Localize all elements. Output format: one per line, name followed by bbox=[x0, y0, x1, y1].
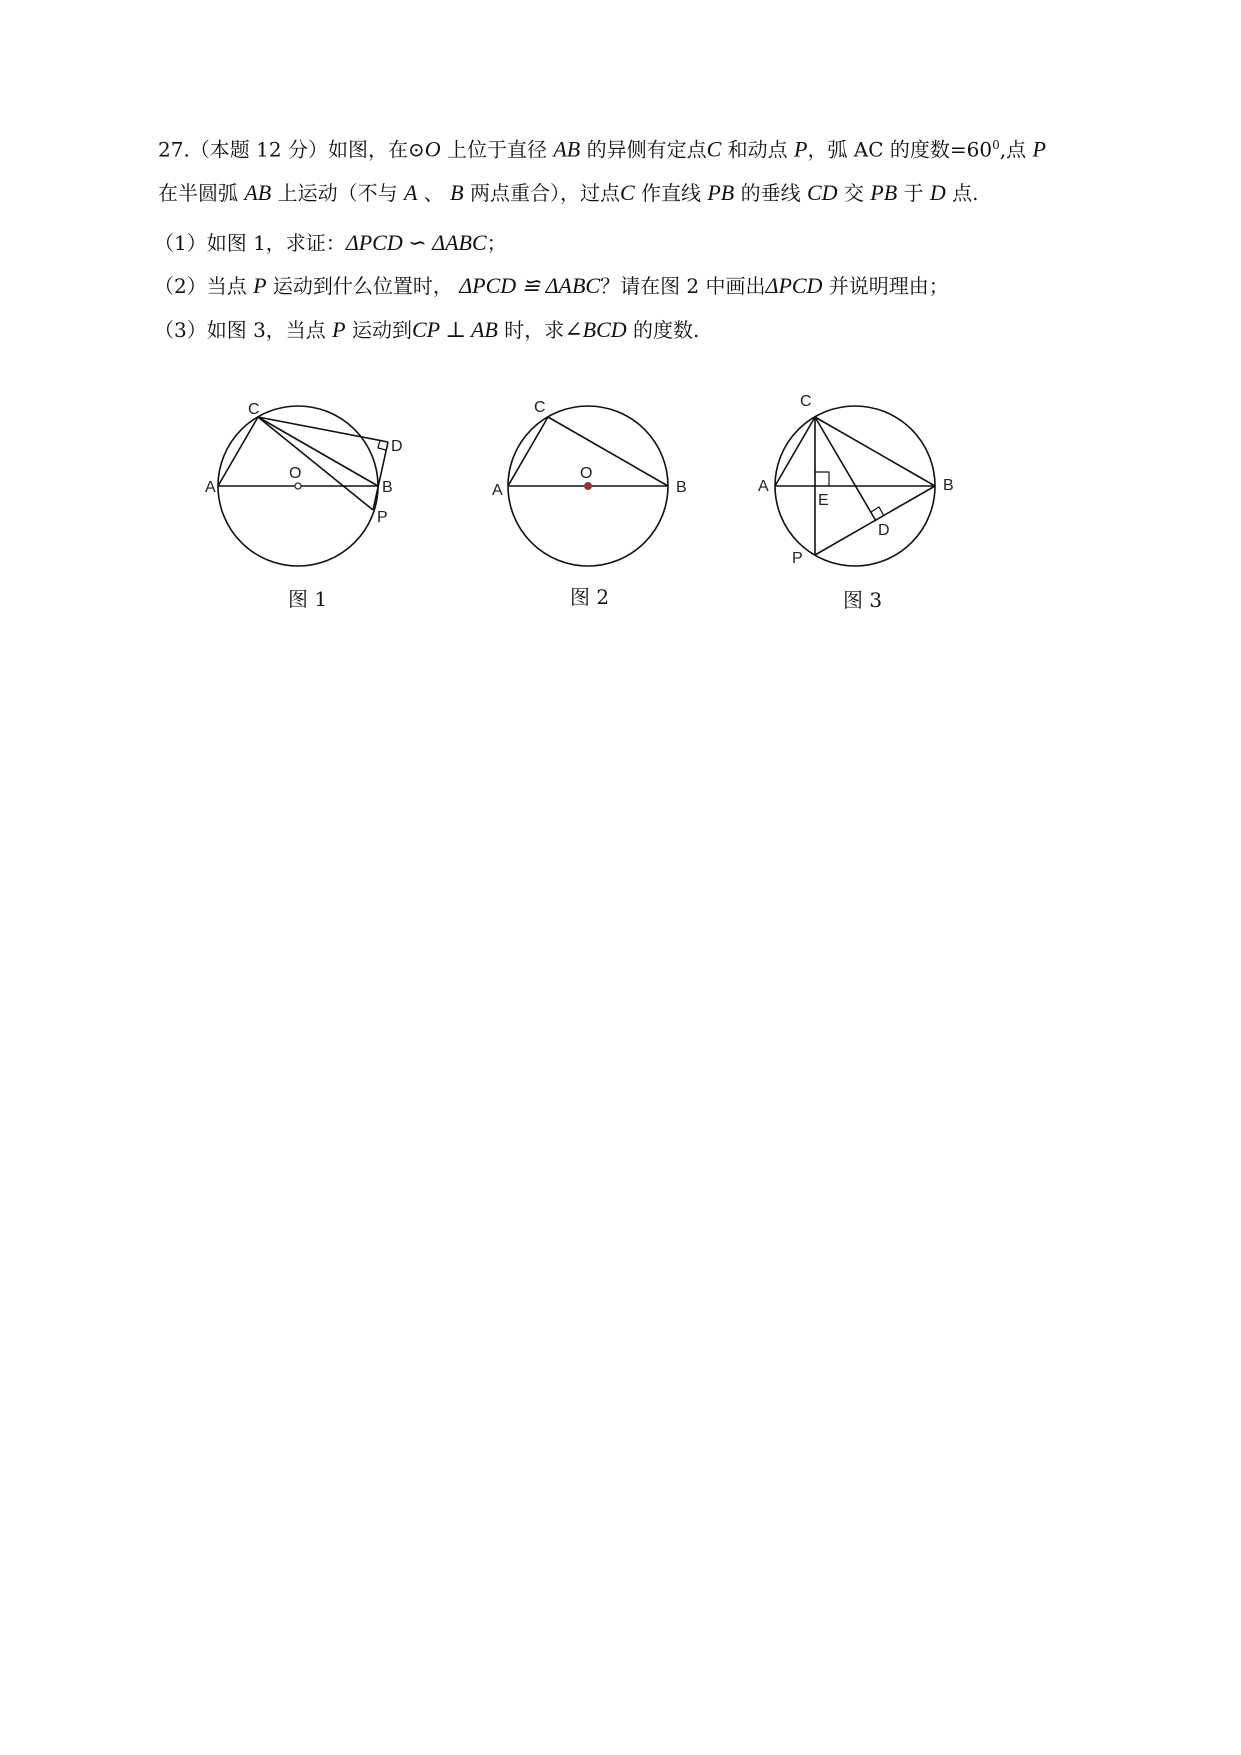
label-c: C bbox=[534, 399, 546, 416]
label-e: E bbox=[818, 492, 829, 509]
label-b: B bbox=[676, 479, 687, 496]
label-b: B bbox=[943, 477, 954, 494]
segment-cb bbox=[548, 417, 668, 486]
label-p: P bbox=[377, 509, 388, 526]
question-2: （2）当点 P 运动到什么位置时， ΔPCD ≌ ΔABC？请在图 2 中画出ΔPCD 并说明理由； bbox=[154, 273, 949, 298]
figure-1-diagram bbox=[200, 395, 403, 570]
figure-3 bbox=[750, 385, 970, 574]
label-p: P bbox=[792, 550, 803, 567]
segment-ac bbox=[218, 417, 258, 486]
figure-2-caption: 图 2 bbox=[570, 585, 610, 609]
segment-cb bbox=[258, 417, 378, 486]
segment-cb bbox=[815, 417, 935, 486]
label-b: B bbox=[382, 479, 393, 496]
label-d: D bbox=[878, 522, 890, 539]
label-d: D bbox=[391, 438, 403, 455]
figure-2-diagram bbox=[480, 390, 700, 570]
label-a: A bbox=[492, 482, 503, 499]
label-o: O bbox=[289, 465, 302, 482]
figure-3-diagram bbox=[750, 385, 970, 570]
line-pd bbox=[373, 442, 388, 510]
label-a: A bbox=[205, 479, 216, 496]
segment-ac bbox=[775, 417, 815, 486]
question-3: （3）如图 3，当点 P 运动到CP ⊥ AB 时，求∠BCD 的度数. bbox=[154, 317, 700, 342]
problem-statement-line-2: 在半圆弧 AB 上运动（不与 A 、 B 两点重合），过点C 作直线 PB 的垂线 CD 交 PB 于 D 点. bbox=[158, 180, 979, 205]
label-a: A bbox=[758, 478, 769, 495]
problem-statement-line-1: 27.（本题 12 分）如图，在⊙O 上位于直径 AB 的异侧有定点C 和动点 P，弧 AC 的度数$=60^0$,点 P bbox=[158, 136, 1046, 162]
right-angle-mark-e bbox=[815, 472, 829, 486]
figure-1 bbox=[200, 395, 403, 574]
figure-2 bbox=[480, 390, 700, 574]
segment-cd bbox=[258, 417, 388, 442]
segment-ac bbox=[508, 417, 548, 486]
label-o: O bbox=[580, 465, 593, 482]
center-point bbox=[295, 483, 301, 489]
question-1: （1）如图 1，求证：ΔPCD ∽ ΔABC； bbox=[154, 230, 507, 255]
label-c: C bbox=[248, 401, 260, 418]
label-c: C bbox=[800, 393, 812, 410]
figure-1-caption: 图 1 bbox=[288, 587, 328, 611]
figure-3-caption: 图 3 bbox=[843, 588, 883, 612]
center-point bbox=[585, 483, 592, 490]
